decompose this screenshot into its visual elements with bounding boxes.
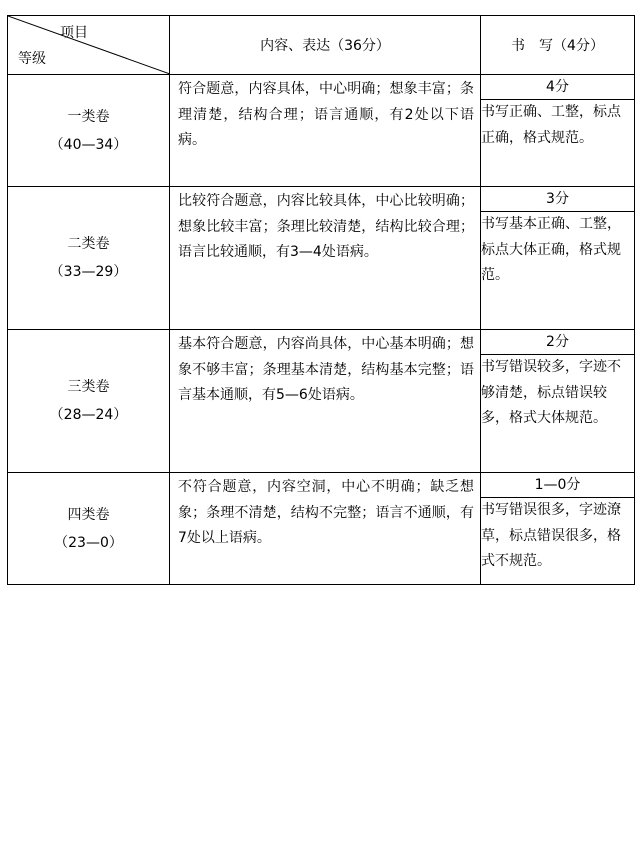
writing-description: 书写正确、工整，标点正确，格式规范。 (481, 100, 635, 187)
grading-rubric-table (7, 15, 635, 585)
writing-score: 3分 (481, 187, 635, 212)
writing-description: 书写错误很多，字迹潦草，标点错误很多，格式不规范。 (481, 498, 635, 585)
grade-range: （23—0） (54, 534, 123, 551)
rubric-row (8, 75, 635, 100)
grade-name: 四类卷 (67, 506, 110, 523)
item-label: 项目 (60, 25, 88, 41)
grade-range: （28—24） (49, 407, 128, 423)
content-description: 基本符合题意，内容尚具体，中心基本明确；想象不够丰富；条理基本清楚，结构基本完整；语言基本通顺，有5—6处语病。 (178, 336, 474, 403)
writing-score: 2分 (481, 330, 635, 355)
content-cell (170, 473, 481, 585)
grade-name: 三类卷 (67, 379, 110, 395)
grade-cell (8, 473, 170, 585)
content-cell (170, 75, 481, 187)
writing-score: 4分 (481, 75, 635, 100)
rubric-row (8, 187, 635, 212)
content-description: 符合题意，内容具体，中心明确；想象丰富；条理清楚，结构合理；语言通顺，有2处以下语病。 (178, 81, 474, 148)
writing-description: 书写基本正确、工整，标点大体正确，格式规范。 (481, 212, 635, 330)
grade-range: （40—34） (49, 136, 128, 153)
writing-header: 书 写（4分） (481, 16, 635, 75)
rubric-row (8, 473, 635, 498)
grade-name: 一类卷 (67, 108, 110, 125)
grade-range: （33—29） (49, 264, 128, 280)
grade-cell (8, 330, 170, 473)
grade-label: 等级 (18, 51, 46, 67)
diagonal-header-cell (8, 16, 170, 75)
content-header: 内容、表达（36分） (170, 16, 481, 75)
content-description: 不符合题意，内容空洞，中心不明确；缺乏想象；条理不清楚，结构不完整；语言不通顺，有7处以上语病。 (178, 479, 474, 546)
content-description: 比较符合题意，内容比较具体，中心比较明确；想象比较丰富；条理比较清楚，结构比较合理；语言比较通顺，有3—4处语病。 (178, 193, 474, 260)
content-cell (170, 187, 481, 330)
header-row (8, 16, 635, 75)
grade-name: 二类卷 (67, 236, 110, 252)
writing-description: 书写错误较多，字迹不够清楚，标点错误较多，格式大体规范。 (481, 355, 635, 473)
writing-score: 1—0分 (481, 473, 635, 498)
content-cell (170, 330, 481, 473)
grade-cell (8, 187, 170, 330)
grade-cell (8, 75, 170, 187)
rubric-row (8, 330, 635, 355)
